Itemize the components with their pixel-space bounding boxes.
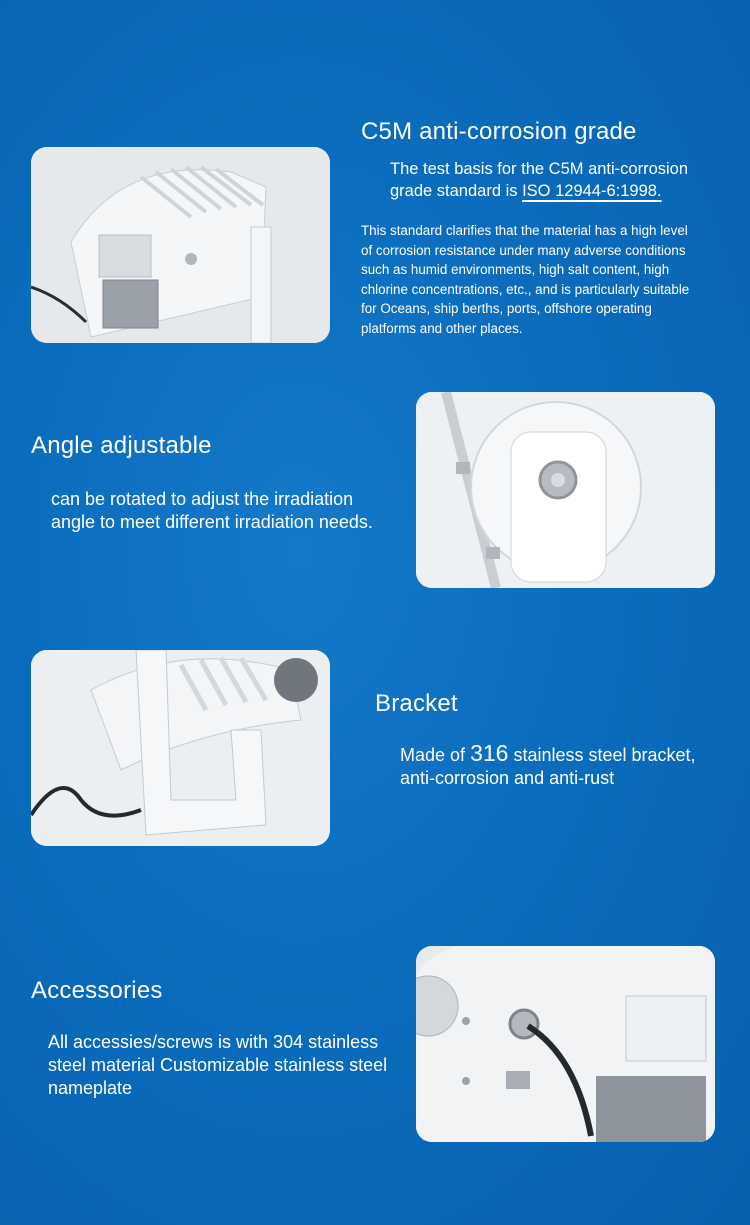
bracket-grade-number: 316 (470, 740, 509, 766)
section-title-angle: Angle adjustable (31, 432, 212, 459)
iso-standard: ISO 12944-6:1998. (522, 182, 662, 200)
pivot-joint-photo (416, 392, 715, 588)
lead-text: The test basis for the C5M anti-corrosion grade standard is (390, 160, 689, 200)
section-body-accessories: All accessies/screws is with 304 stainless steel material Customizable stainless steel nameplate (48, 1032, 388, 1098)
section-title-corrosion: C5M anti-corrosion grade (361, 118, 637, 145)
bracket-text-suffix: stainless steel bracket, anti-corrosion and anti-rust (400, 745, 696, 788)
bracket-photo (31, 650, 330, 846)
section-title-bracket: Bracket (375, 690, 458, 717)
section-lead-corrosion (390, 158, 720, 202)
section-body-bracket (400, 742, 730, 790)
cable-gland-photo (416, 946, 715, 1142)
bracket-text-prefix: Made of (400, 745, 466, 765)
cable-gland-illustration (416, 946, 715, 1142)
section-body-corrosion: This standard clarifies that the material has a high level of corrosion resistance under many adverse conditions such as humid environments, high salt content, high chlorine concentrations, etc., and is particularly suitable for Oceans, ship berths, ports, offshore operating platforms and other places. (361, 223, 690, 336)
floodlight-front-illustration (31, 147, 330, 343)
floodlight-front-photo (31, 147, 330, 343)
bracket-illustration (31, 650, 330, 846)
section-title-accessories: Accessories (31, 977, 163, 1004)
section-body-angle: can be rotated to adjust the irradiation angle to meet different irradiation needs. (51, 489, 373, 532)
pivot-joint-illustration (416, 392, 715, 588)
